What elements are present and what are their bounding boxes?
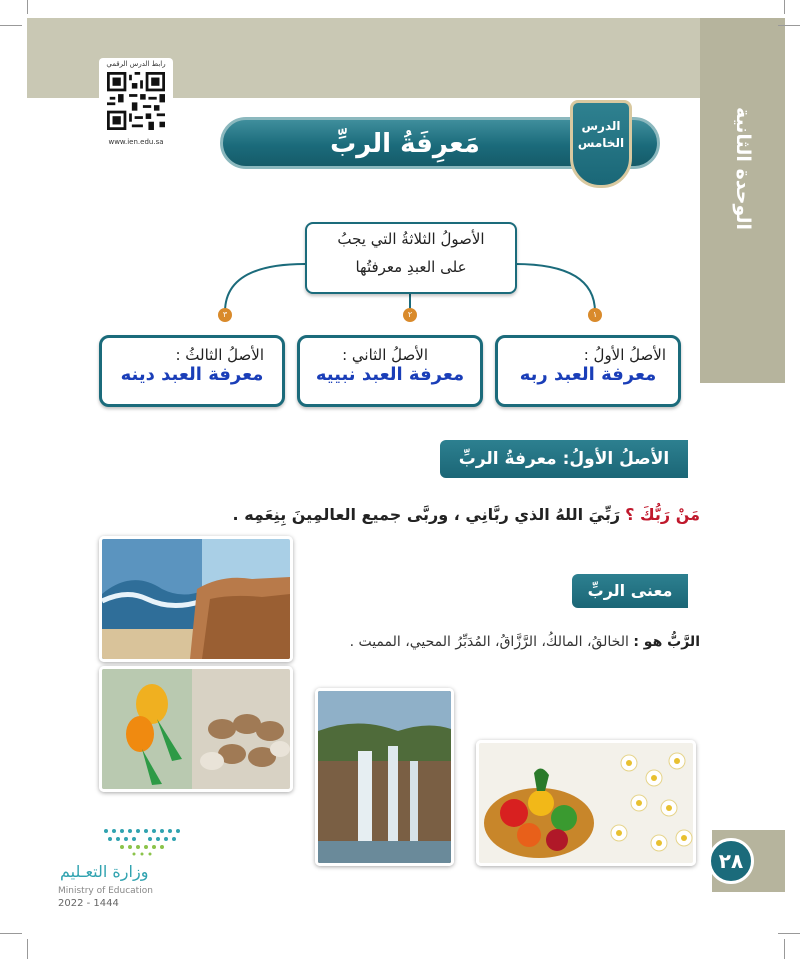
crop-mark [778, 933, 800, 934]
unit-label: الوحدة الثانية [732, 106, 754, 230]
meaning-text [300, 634, 700, 650]
section-title-first-principle: الأصلُ الأولُ: معرفةُ الربِّ [458, 449, 670, 469]
parrots-sheep-image [102, 669, 290, 789]
lesson-tag-line2: الخامس [577, 136, 625, 150]
ministry-name-english: Ministry of Education [58, 886, 153, 896]
question-text: مَنْ رَبُّكَ ؟ [625, 505, 700, 524]
principle-value: معرفة العبد ربه [519, 364, 657, 385]
fruits-flowers-image [479, 743, 693, 863]
crop-mark [0, 25, 22, 26]
meaning-term: الرَّبُّ هو : [633, 634, 700, 650]
page-number: ٢٨ [708, 838, 754, 884]
waterfall-image [318, 691, 451, 863]
fruits-and-flowers-photo [476, 740, 696, 866]
principle-box-first [495, 335, 681, 407]
answer-text: رَبِّيَ اللهُ الذي ربَّانِي ، وربَّى جميع العالمِينَ بِنِعَمِه . [232, 505, 621, 524]
edition-year: 2022 - 1444 [58, 898, 119, 909]
waterfall-photo [315, 688, 454, 866]
lesson-number-label [570, 118, 632, 152]
sea-cliff-image [102, 539, 290, 659]
crop-mark [0, 933, 22, 934]
qr-code-icon[interactable] [107, 72, 165, 130]
qr-url[interactable]: www.ien.edu.sa [108, 138, 164, 146]
principle-box-second [297, 335, 483, 407]
parrots-and-sheep-photo [99, 666, 293, 792]
principle-knot: ٣ [218, 308, 232, 322]
principle-knot: ٢ [403, 308, 417, 322]
sea-and-cliff-photo [99, 536, 293, 662]
crop-mark [784, 939, 785, 959]
principle-label: الأصلُ الثاني : [342, 346, 428, 364]
crop-mark [778, 25, 800, 26]
crop-mark [27, 939, 28, 959]
principle-value: معرفة العبد نبييه [315, 364, 465, 385]
principle-label: الأصلُ الثالثُ : [175, 346, 264, 364]
principle-value: معرفة العبد دينه [120, 364, 264, 385]
principle-box-third [99, 335, 285, 407]
meaning-definition: الخالقُ، المالكُ، الرَّزَّاقُ، المُدَبِّرُ المحيي، المميت . [349, 634, 629, 650]
lesson-title: مَعرِفَةُ الربِّ [330, 129, 480, 159]
concept-line1: الأصولُ الثلاثةُ التي يجبُ [337, 230, 485, 248]
ministry-logo-icon [96, 826, 186, 856]
qr-title: رابط الدرس الرقمي [106, 60, 166, 68]
crop-mark [784, 0, 785, 14]
lesson-tag-line1: الدرس [581, 119, 621, 133]
section-title-meaning: معنى الربِّ [587, 581, 673, 600]
question-answer [150, 505, 700, 524]
principle-knot: ١ [588, 308, 602, 322]
concept-line2: على العبدِ معرفتُها [355, 258, 467, 276]
principle-label: الأصلُ الأولُ : [583, 346, 666, 364]
ministry-name-arabic: وزارة التعـليم [60, 862, 149, 881]
crop-mark [27, 0, 28, 14]
